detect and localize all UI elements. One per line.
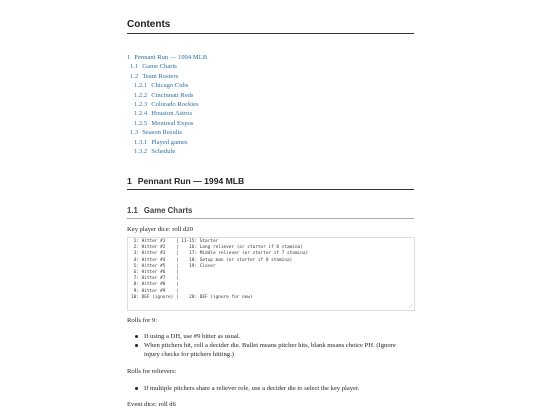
section-title: Pennant Run — 1994 MLB	[137, 176, 245, 186]
bullet-dot-icon	[135, 344, 138, 347]
table-of-contents	[127, 53, 414, 156]
list-item	[144, 332, 410, 341]
code-line: 6: Hitter #6 |	[131, 270, 179, 276]
event-dice-paragraph: Event dice: roll d6	[127, 401, 176, 408]
bullet-text: If multiple pitchers share a reliever role, use a decider die to select the key player.	[144, 385, 360, 392]
key-player-paragraph: Key player dice: roll d20	[127, 226, 193, 233]
code-line: 9: Hitter #9 |	[131, 288, 179, 294]
toc-number: 1.2.4	[134, 110, 148, 118]
code-line: 10: DEF (ignore) | 20: DEF (ignore for now)	[131, 294, 253, 300]
list-item	[144, 341, 410, 359]
toc-label: Montreal Expos	[151, 119, 194, 127]
rolls-for-9-list	[144, 332, 410, 359]
toc-number: 1.3.2	[134, 148, 148, 156]
bullet-dot-icon	[135, 335, 138, 338]
code-line: 4: Hitter #4 | 18: Setup man (or starter if 0 stamina)	[131, 257, 293, 263]
resize-handle-icon[interactable]: ⟋	[409, 304, 413, 310]
code-line: 2: Hitter #2 | 16: Long reliever (or starter if 0 stamina)	[131, 245, 303, 251]
code-line: 3: Hitter #3 | 17: Middle reliever (or starter if 7 stamina)	[131, 251, 309, 257]
dice-chart-code-block[interactable]	[127, 237, 415, 311]
toc-link[interactable]	[127, 128, 414, 137]
toc-number: 1.2.1	[134, 82, 148, 90]
toc-number: 1.2.3	[134, 101, 148, 109]
toc-label: Pennant Run — 1994 MLB	[134, 54, 208, 61]
toc-number: 1.1	[130, 63, 139, 71]
bullet-text: If using a DH, use #9 hitter as usual.	[144, 333, 241, 340]
toc-label: Cincinnati Reds	[151, 91, 194, 99]
toc-link[interactable]	[127, 138, 414, 147]
code-line: 7: Hitter #7 |	[131, 276, 179, 282]
contents-heading: Contents	[127, 19, 414, 34]
toc-link[interactable]	[127, 109, 414, 118]
section-number: 1	[127, 176, 132, 186]
relievers-list	[144, 384, 410, 393]
toc-link[interactable]	[127, 91, 414, 100]
toc-label: Chicago Cubs	[151, 82, 189, 90]
toc-link[interactable]	[127, 53, 414, 62]
toc-label: Colorado Rockies	[151, 101, 199, 109]
toc-link[interactable]	[127, 100, 414, 109]
toc-link[interactable]	[127, 81, 414, 90]
toc-number: 1	[127, 54, 131, 61]
section-heading-1-1	[127, 206, 414, 219]
relievers-paragraph: Rolls for relievers:	[127, 368, 177, 375]
toc-link[interactable]	[127, 72, 414, 81]
toc-number: 1.3	[130, 129, 139, 137]
section-number: 1.1	[127, 206, 138, 215]
toc-number: 1.2.5	[134, 119, 148, 127]
bullet-text: When pitchers hit, roll a decider die. Bullet means pitcher hits, blank means choice PH. (Ignore injury checks for pitchers hitting.)	[144, 342, 396, 358]
code-line: 1: Hitter #1 | 11-15: Starter	[131, 239, 219, 244]
list-item	[144, 384, 410, 393]
section-title: Game Charts	[143, 206, 193, 215]
toc-label: Played games	[151, 138, 188, 146]
toc-label: Game Charts	[142, 63, 177, 71]
code-line: 5: Hitter #5 | 19: Closer	[131, 263, 216, 269]
toc-label: Season Results	[142, 129, 182, 137]
section-heading-1	[127, 176, 414, 190]
toc-link[interactable]	[127, 62, 414, 71]
toc-number: 1.2	[130, 72, 139, 80]
bullet-dot-icon	[135, 387, 138, 390]
toc-link[interactable]	[127, 119, 414, 128]
toc-label: Team Rosters	[142, 72, 179, 80]
toc-number: 1.3.1	[134, 138, 148, 146]
toc-link[interactable]	[127, 147, 414, 156]
toc-label: Houston Astros	[151, 110, 193, 118]
code-line: 8: Hitter #8 |	[131, 282, 179, 288]
rolls-for-9-paragraph: Rolls for 9:	[127, 317, 158, 324]
toc-label: Schedule	[151, 148, 176, 156]
toc-number: 1.2.2	[134, 91, 148, 99]
